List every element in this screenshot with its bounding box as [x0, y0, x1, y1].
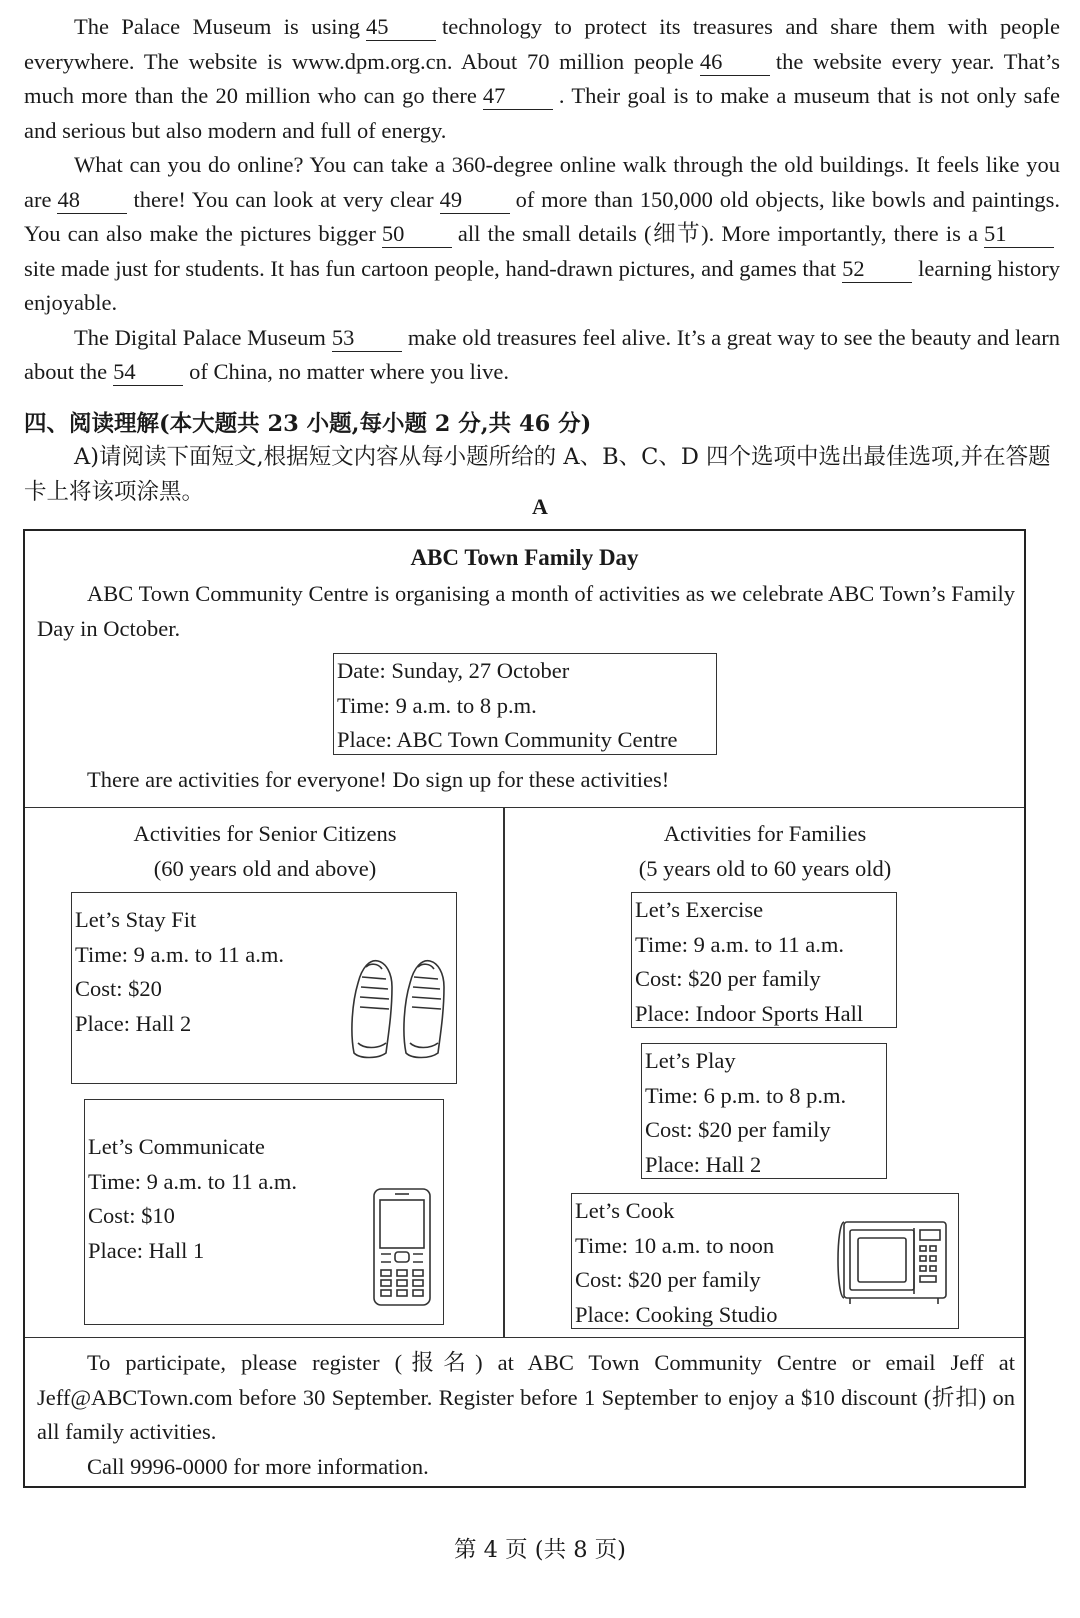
poster-footer: [25, 1337, 1024, 1487]
activity-name: Let’s Communicate: [88, 1134, 265, 1159]
signup-text: There are activities for everyone! Do sign up for these activities!: [87, 767, 670, 792]
blank-48: 48: [57, 187, 127, 214]
event-date: Date: Sunday, 27 October: [337, 658, 570, 683]
cloze-text: technology to protect its treasures and share them with people everywhere. The website is www.dpm.org.cn. About 70 million people: [24, 14, 1060, 74]
mobile-phone-icon: [371, 1186, 433, 1308]
intro-text: ABC Town Community Centre is organising a month of activities as we celebrate ABC Town’s Family Day in October.: [37, 581, 1015, 641]
activity-box-stay-fit: [71, 892, 457, 1084]
event-poster: [23, 529, 1026, 1488]
activity-cost: Cost: $20 per family: [635, 966, 821, 991]
activity-time: Time: 9 a.m. to 11 a.m.: [635, 931, 844, 957]
cloze-text: all the small details (细节). More importantly, there is a: [457, 221, 978, 246]
activity-cost: Cost: $20 per family: [645, 1117, 831, 1142]
register-text: To participate, please register (报名) at ABC Town Community Centre or email Jeff at Jeff@ABCTown.com before 30 September. Register before 1 September to enjoy a $10 discount (折扣) on all family activities.: [37, 1350, 1015, 1444]
call-text: Call 9996-0000 for more information.: [87, 1453, 429, 1479]
microwave-oven-icon: [834, 1214, 950, 1310]
activity-cost: Cost: $20: [75, 976, 162, 1001]
cloze-paragraph-3: [24, 321, 1060, 390]
activity-box-cook: [571, 1193, 959, 1329]
cloze-text: of more than 150,000 old objects, like bowls and paintings. You can also make the pictures bigger: [24, 186, 1060, 246]
activity-cost: Cost: $10: [88, 1203, 175, 1228]
event-place: Place: ABC Town Community Centre: [337, 727, 678, 752]
blank-50: 50: [382, 221, 452, 248]
blank-45: 45: [366, 14, 436, 41]
blank-49: 49: [440, 187, 510, 214]
families-subheading: (5 years old to 60 years old): [638, 855, 892, 881]
blank-46: 46: [700, 49, 770, 76]
activity-place: Place: Hall 2: [645, 1151, 762, 1177]
section-title: 四、阅读理解(本大题共 23 小题,每小题 2 分,共 46 分): [24, 411, 592, 437]
activity-place: Place: Cooking Studio: [575, 1301, 778, 1327]
activity-place: Place: Hall 1: [88, 1237, 205, 1263]
activity-name: Let’s Play: [645, 1048, 736, 1073]
sneakers-icon: [348, 953, 452, 1063]
activity-time: Time: 9 a.m. to 11 a.m.: [75, 941, 284, 967]
cloze-text: . Their goal is to make a museum that is not only safe and serious but also modern and full of energy.: [24, 83, 1061, 143]
activity-box-play: [641, 1043, 887, 1179]
activity-place: Place: Hall 2: [75, 1010, 192, 1036]
event-time: Time: 9 a.m. to 8 p.m.: [337, 692, 537, 718]
cloze-text: site made just for students. It has fun cartoon people, hand-drawn pictures, and games that: [24, 255, 837, 281]
activity-cost: Cost: $20 per family: [575, 1267, 761, 1292]
cloze-paragraph-2: [24, 148, 1060, 321]
activity-name: Let’s Exercise: [635, 897, 764, 922]
activity-place: Place: Indoor Sports Hall: [635, 1000, 864, 1026]
cloze-text: learning history enjoyable.: [24, 255, 1060, 315]
activity-name: Let’s Stay Fit: [75, 907, 197, 932]
blank-54: 54: [113, 359, 183, 386]
page-number: 第 4 页 (共 8 页): [454, 1537, 626, 1563]
blank-51: 51: [984, 221, 1054, 248]
seniors-heading-block: [65, 817, 465, 886]
seniors-subheading: (60 years old and above): [153, 855, 377, 881]
cloze-text: The Palace Museum is using: [74, 14, 360, 39]
cloze-text: What can you do online? You can take a 360-degree online walk through the old buildings. It feels like you are: [24, 152, 1060, 212]
seniors-heading: Activities for Senior Citizens: [133, 821, 397, 846]
activity-time: Time: 6 p.m. to 8 p.m.: [645, 1082, 847, 1108]
passage-letter: A: [532, 494, 548, 519]
families-heading-block: [565, 817, 965, 886]
activity-box-exercise: [631, 892, 897, 1028]
activity-time: Time: 10 a.m. to noon: [575, 1232, 775, 1258]
cloze-text: of China, no matter where you live.: [189, 359, 510, 384]
poster-intro: [37, 577, 1015, 646]
poster-header: [25, 531, 1024, 808]
blank-53: 53: [332, 325, 402, 352]
activity-name: Let’s Cook: [575, 1198, 675, 1223]
column-divider: [503, 808, 505, 1337]
cloze-text: make old treasures feel alive. It’s a great way to see the beauty and learn about the: [24, 324, 1060, 384]
poster-title: ABC Town Family Day: [410, 545, 639, 570]
cloze-text: there! You can look at very clear: [133, 186, 434, 212]
families-heading: Activities for Families: [663, 821, 867, 846]
instruction-text: A)请阅读下面短文,根据短文内容从每小题所给的 A、B、C、D 四个选项中选出最佳选项,并在答题卡上将该项涂黑。: [24, 444, 1051, 505]
event-info-box: [333, 653, 717, 755]
registration-info: [37, 1346, 1015, 1484]
cloze-passage: [24, 10, 1060, 390]
blank-47: 47: [483, 83, 553, 110]
blank-52: 52: [842, 256, 912, 283]
cloze-text: The Digital Palace Museum: [74, 324, 326, 350]
activity-time: Time: 9 a.m. to 11 a.m.: [88, 1168, 297, 1194]
cloze-text: the website every year. That’s much more than the 20 million who can go there: [24, 48, 1060, 108]
activity-box-communicate: [84, 1099, 444, 1325]
cloze-paragraph-1: [24, 10, 1060, 148]
